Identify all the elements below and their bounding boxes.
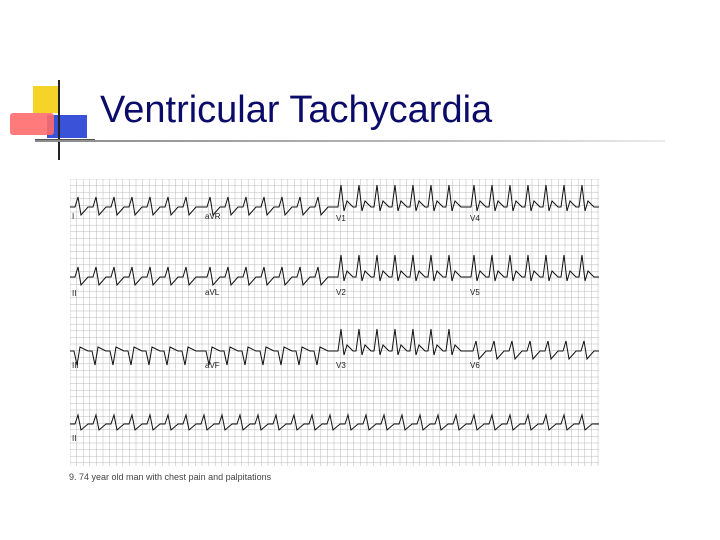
lead-label-v5: V5	[470, 288, 480, 297]
lead-label-avr: aVR	[205, 212, 221, 221]
lead-label-v1: V1	[336, 214, 346, 223]
lead-label-v4: V4	[470, 214, 480, 223]
logo-yellow-square	[33, 86, 60, 113]
title-underline	[35, 140, 665, 142]
lead-label-v6: V6	[470, 361, 480, 370]
lead-label-v2: V2	[336, 288, 346, 297]
logo-red-bar	[10, 113, 54, 135]
lead-label-avl: aVL	[205, 288, 220, 297]
lead-label-ii: II	[72, 289, 77, 298]
figure-caption: 9. 74 year old man with chest pain and palpitations	[69, 472, 272, 482]
lead-label-ii-rhythm: II	[72, 434, 77, 443]
ecg-strip	[70, 179, 599, 466]
lead-label-iii: III	[72, 361, 79, 370]
logo-vertical-line	[58, 80, 60, 160]
slide-title: Ventricular Tachycardia	[100, 89, 493, 131]
lead-label-avf: aVF	[205, 361, 220, 370]
lead-label-i: I	[72, 212, 75, 221]
slide-logo	[0, 0, 110, 170]
lead-label-v3: V3	[336, 361, 346, 370]
